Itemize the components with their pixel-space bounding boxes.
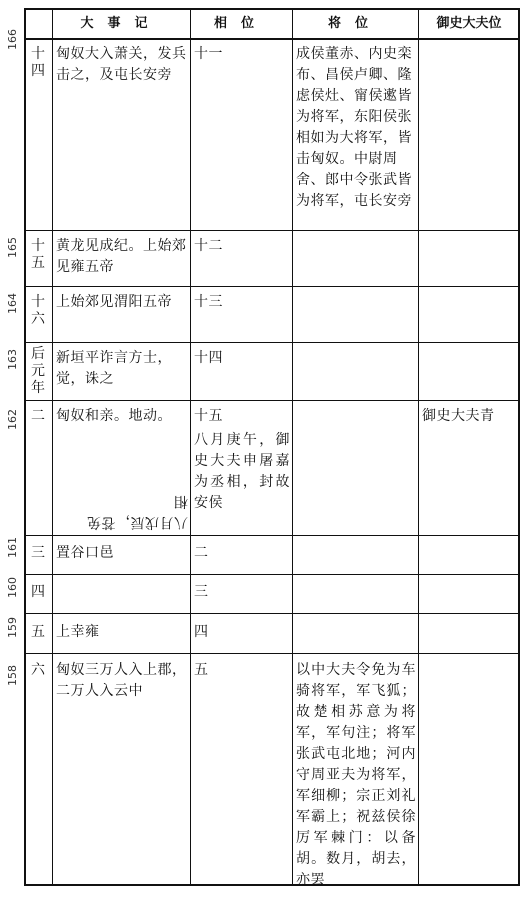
year-label: 162 (6, 409, 19, 430)
column-divider (418, 10, 419, 884)
event-text: 匈奴大入萧关，发兵击之，及屯长安旁 (56, 46, 187, 83)
xiang-text: 十三 (194, 294, 223, 310)
reign-year: 十 五 (31, 238, 45, 271)
event-text: 匈奴三万人入上郡，二万人入云中 (56, 662, 187, 699)
year-label: 159 (6, 617, 19, 638)
reign-year: 五 (31, 624, 45, 640)
event-text: 上幸雍 (56, 624, 100, 640)
row-divider (26, 653, 518, 654)
year-label: 166 (6, 29, 19, 50)
xiang-note: 八月庚午，御史大夫申屠嘉为丞相，封故安侯 (194, 432, 290, 511)
column-divider (190, 10, 191, 884)
reign-year: 四 (31, 584, 45, 600)
xiang-text: 五 (194, 662, 209, 678)
year-label: 163 (6, 349, 19, 370)
xiang-text: 十二 (194, 238, 223, 254)
row-divider (26, 230, 518, 231)
inverted-event-text: 八月戊辰，苍免相 (86, 493, 188, 530)
reign-year: 二 (31, 408, 45, 424)
row-divider (26, 535, 518, 536)
jiang-text: 成侯董赤、内史栾布、昌侯卢卿、隆虑侯灶、甯侯遬皆为将军，东阳侯张相如为大将军，皆击匈奴。中尉周舍、郎中令张武皆为将军，屯长安旁 (296, 46, 412, 209)
row-divider (26, 613, 518, 614)
reign-year: 三 (31, 545, 45, 561)
header-xiang: 相位 (213, 16, 268, 31)
event-text: 置谷口邑 (56, 545, 114, 561)
event-text: 新垣平诈言方士，觉，诛之 (56, 350, 172, 387)
reign-year: 后 元 年 (31, 346, 45, 396)
xiang-text: 三 (194, 584, 209, 600)
jiang-text: 以中大夫令免为车骑将军，军飞狐；故楚相苏意为将军，军句注；将军张武屯北地；河内守周亚夫为将军，军细柳；宗正刘礼军霸上；祝兹侯徐厉军棘门：以备胡。数月，胡去，亦罢 (296, 662, 416, 888)
header-divider (26, 38, 518, 40)
xiang-text: 四 (194, 624, 209, 640)
reign-year: 六 (31, 662, 45, 678)
header-jiang: 将位 (327, 16, 382, 31)
year-label: 164 (6, 293, 19, 314)
reign-year: 十 六 (31, 294, 45, 327)
row-divider (26, 342, 518, 343)
year-label: 158 (6, 665, 19, 686)
chronology-table (6, 8, 520, 888)
reign-year: 十 四 (31, 46, 45, 79)
event-text: 上始郊见渭阳五帝 (56, 294, 172, 310)
xiang-text: 十一 (194, 46, 223, 62)
column-divider (292, 10, 293, 884)
xiang-text: 十四 (194, 350, 223, 366)
row-divider (26, 574, 518, 575)
row-divider (26, 400, 518, 401)
year-label: 161 (6, 537, 19, 558)
event-text: 匈奴和亲。地动。 (56, 408, 172, 424)
xiang-text: 十五 (194, 408, 223, 424)
event-text: 黄龙见成纪。上始郊见雍五帝 (56, 238, 187, 275)
xiang-text: 二 (194, 545, 209, 561)
header-yushi: 御史大夫位 (436, 16, 502, 31)
year-label: 165 (6, 237, 19, 258)
row-divider (26, 286, 518, 287)
yushi-text: 御史大夫青 (422, 408, 495, 424)
year-label: 160 (6, 577, 19, 598)
column-divider (52, 10, 53, 884)
header-events: 大事记 (80, 16, 162, 31)
